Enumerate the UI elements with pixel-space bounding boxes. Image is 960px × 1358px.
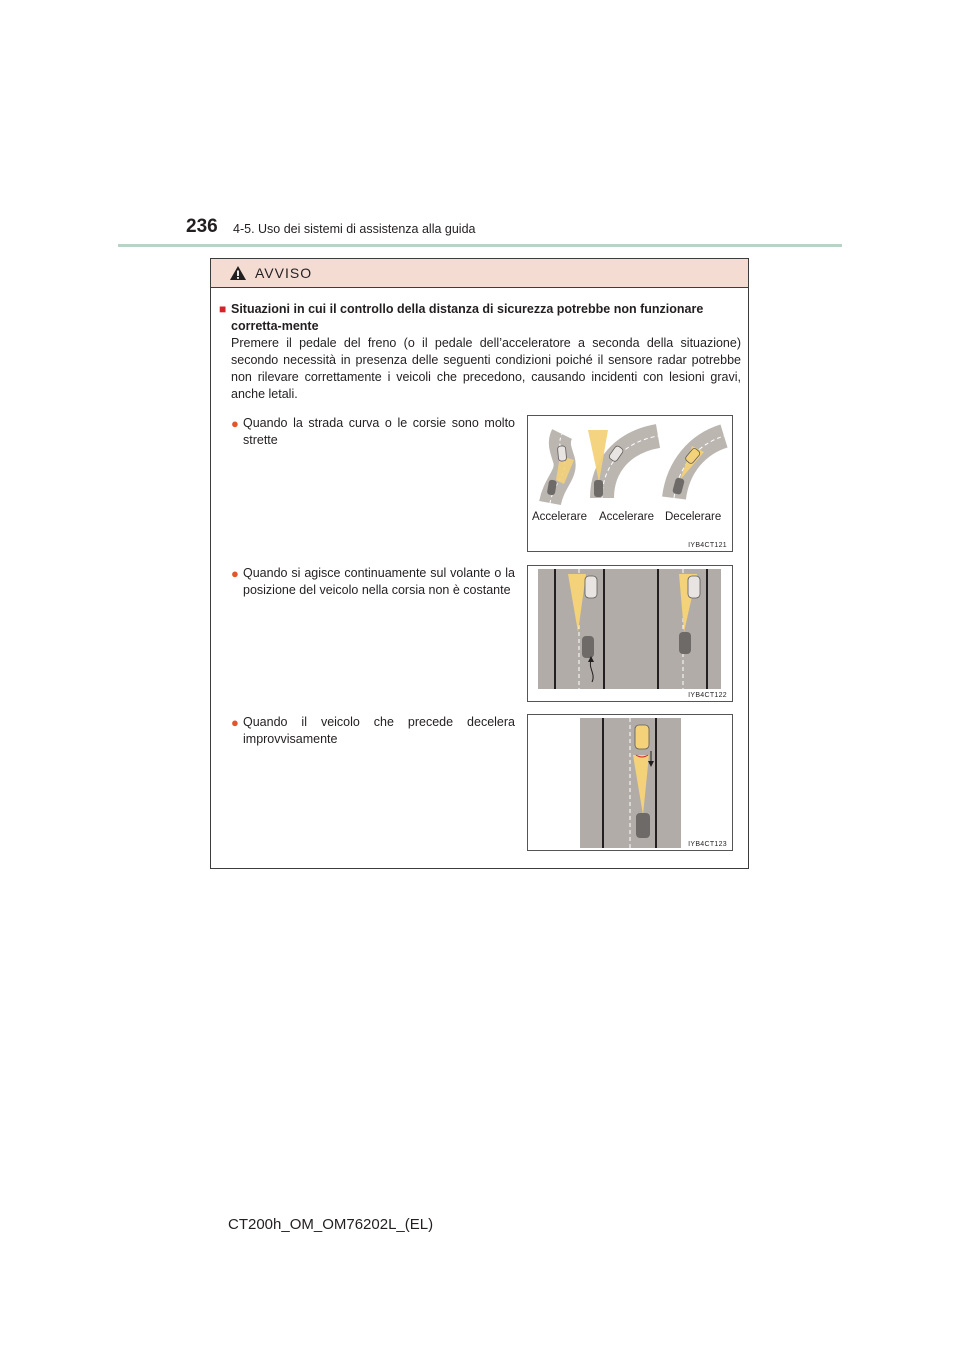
square-bullet-icon: ■ xyxy=(219,302,227,316)
subheading-text: Situazioni in cui il controllo della distanza di sicurezza potrebbe non funzionare corretta-mente xyxy=(231,302,704,333)
warning-triangle-icon xyxy=(229,265,247,281)
circle-bullet-icon: ● xyxy=(231,416,239,431)
figure-curved-road xyxy=(527,415,733,552)
list-item xyxy=(231,565,515,599)
warning-header xyxy=(211,259,748,288)
figure-code: IYB4CT122 xyxy=(688,692,727,699)
lane-position-illustration xyxy=(528,566,733,702)
car-icon xyxy=(688,576,700,598)
page-number: 236 xyxy=(186,216,218,237)
car-icon xyxy=(636,813,650,838)
header-rule xyxy=(118,244,842,247)
list-item xyxy=(231,714,515,748)
figure-label: Accelerare xyxy=(532,511,587,523)
section-title: 4-5. Uso dei sistemi di assistenza alla guida xyxy=(233,222,476,236)
warning-title: AVVISO xyxy=(255,265,313,281)
circle-bullet-icon: ● xyxy=(231,715,239,730)
list-item-text: Quando la strada curva o le corsie sono molto strette xyxy=(243,416,515,447)
figure-label: Decelerare xyxy=(665,511,722,523)
figure-code: IYB4CT123 xyxy=(688,841,727,848)
warning-box xyxy=(210,258,749,869)
deceleration-illustration xyxy=(528,715,733,851)
warning-subheading xyxy=(219,301,743,335)
curved-road-illustration xyxy=(528,416,733,552)
figure-sudden-deceleration xyxy=(527,714,733,851)
list-item xyxy=(231,415,515,449)
figure-label: Accelerare xyxy=(599,511,654,523)
car-icon xyxy=(635,725,649,749)
car-icon xyxy=(594,480,603,497)
car-icon xyxy=(582,636,594,658)
list-item-text: Quando si agisce continuamente sul volante o la posizione del veicolo nella corsia non è costante xyxy=(243,566,515,597)
figure-code: IYB4CT121 xyxy=(688,542,727,549)
car-icon xyxy=(679,632,691,654)
car-icon xyxy=(557,446,566,462)
document-code: CT200h_OM_OM76202L_(EL) xyxy=(228,1216,434,1233)
car-icon xyxy=(585,576,597,598)
warning-paragraph: Premere il pedale del freno (o il pedale dell’acceleratore a seconda della situazione) secondo necessità in presenza delle seguenti condizioni poiché il sensore radar potrebbe non rilevare correttamente i veicoli che precedono, causando incidenti con lesioni gravi, anche letali. xyxy=(231,336,741,401)
list-item-text: Quando il veicolo che precede decelera improvvisamente xyxy=(243,715,515,746)
figure-steering-lane xyxy=(527,565,733,702)
circle-bullet-icon: ● xyxy=(231,566,239,581)
